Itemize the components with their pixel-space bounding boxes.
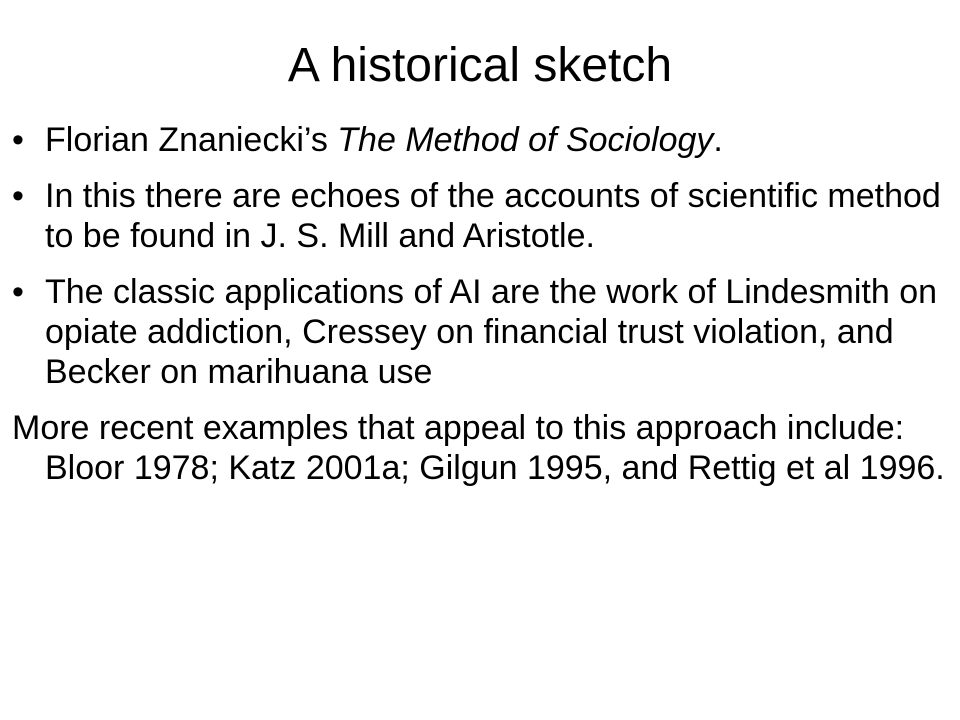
slide-title: A historical sketch [287, 39, 673, 92]
bullet-dot-icon: • [12, 121, 24, 159]
bullet-dot-icon: • [12, 177, 24, 215]
bullet-item [12, 272, 952, 392]
bullet-text: Florian Znaniecki’s [45, 121, 338, 159]
slide-body [12, 120, 952, 488]
bullet-text-end: . [713, 121, 723, 159]
bullet-text: In this there are echoes of the accounts of scientific method to be found in J. S. Mill and Aristotle. [45, 177, 941, 255]
bullet-item [12, 120, 952, 160]
closing-paragraph: More recent examples that appeal to this approach include: Bloor 1978; Katz 2001a; Gilgun 1995, and Rettig et al 1996. [12, 409, 945, 487]
bullet-dot-icon: • [12, 273, 24, 311]
bullet-text: The classic applications of AI are the work of Lindesmith on opiate addiction, Cressey on financial trust violation, and Becker on marihuana use [45, 273, 938, 391]
bullet-item [12, 176, 952, 256]
book-title: The Method of Sociology [337, 121, 714, 159]
